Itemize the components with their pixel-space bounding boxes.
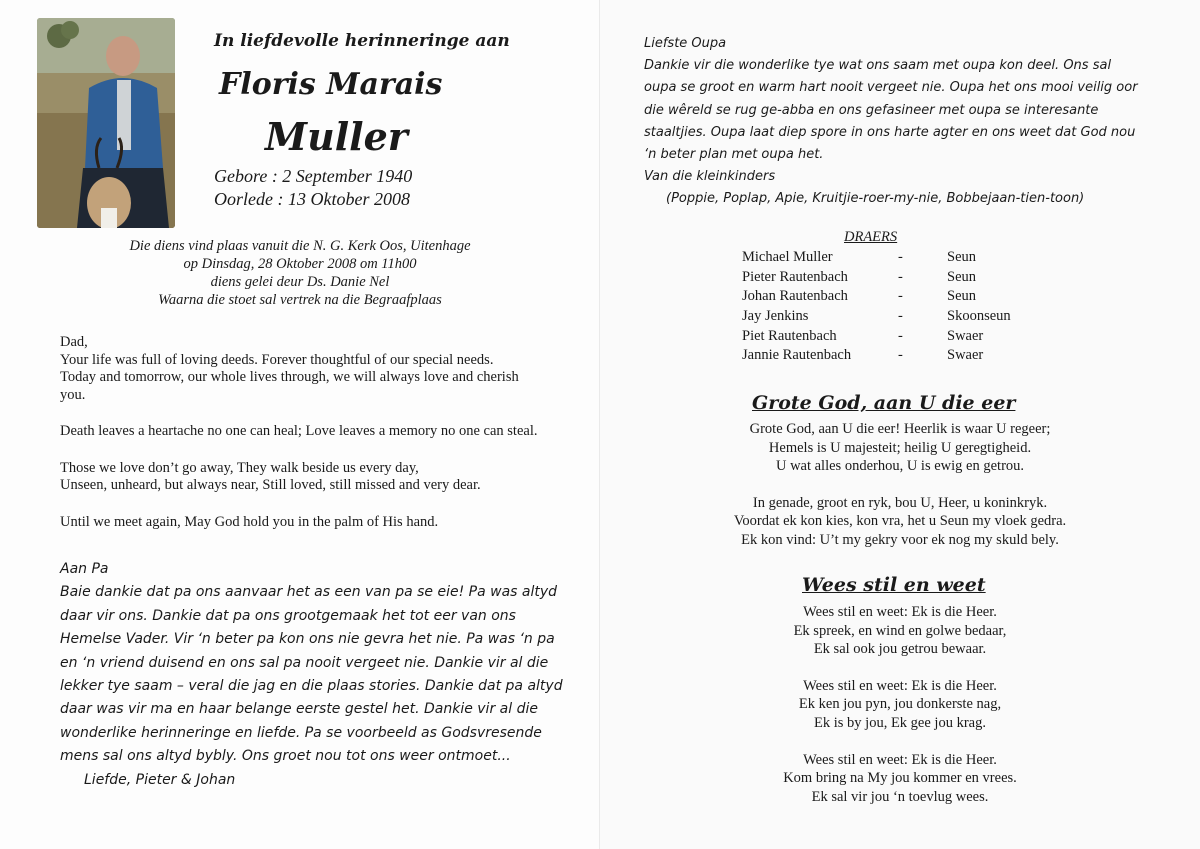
pallbearer-row: [742, 287, 1011, 307]
separator-dash: -: [898, 327, 903, 344]
pallbearer-row: [742, 268, 1011, 288]
aan-pa-message: [60, 558, 590, 792]
poem-line: Dad,: [60, 334, 88, 350]
hymn-title: Grote God, aan U die eer: [752, 392, 1016, 414]
dedication-heading: In liefdevolle herinneringe aan: [214, 31, 510, 51]
service-line: diens gelei deur Ds. Danie Nel: [210, 274, 390, 290]
hymn-grote-god: [600, 420, 1200, 568]
hymn-line: Ek ken jou pyn, jou donkerste nag,: [798, 696, 1002, 713]
hymn-line: Wees stil en weet: Ek is die Heer.: [803, 604, 997, 620]
hymn-line: Wees stil en weet: Ek is die Heer.: [803, 751, 997, 768]
hymn-title: Wees stil en weet: [802, 574, 986, 596]
message-line: daar vir ons. Dankie dat pa ons grootgemaak het tot eer van ons: [60, 607, 516, 624]
poem-line: Until we meet again, May God hold you in the palm of His hand.: [60, 513, 439, 530]
pallbearers-heading: DRAERS: [844, 229, 898, 245]
hymn-line: Ek kon vind: U’t my gekry voor ek nog my skuld bely.: [741, 531, 1059, 548]
hymn-line: Wees stil en weet: Ek is die Heer.: [803, 677, 997, 694]
pallbearer-name: Michael Muller: [742, 249, 833, 266]
hymn-line: Grote God, aan U die eer! Heerlik is waar U regeer;: [749, 421, 1051, 437]
dad-poem: [60, 334, 580, 550]
hymn-line: Kom bring na My jou kommer en vrees.: [783, 770, 1017, 787]
pallbearer-relation: Seun: [947, 288, 976, 305]
separator-dash: -: [898, 249, 903, 266]
poem-line: you.: [60, 386, 86, 403]
pallbearer-row: [742, 248, 1011, 268]
message-line: lekker tye saam – veral die jag en die plaas stories. Dankie dat pa altyd: [60, 678, 563, 695]
hymn-wees-stil: [600, 603, 1200, 824]
portrait-illustration: [37, 18, 175, 228]
message-line: Aan Pa: [60, 561, 109, 577]
message-signature: (Poppie, Poplap, Apie, Kruitjie-roer-my-nie, Bobbejaan-tien-toon): [666, 191, 1085, 207]
hymn-line: Ek is by jou, Ek gee jou krag.: [814, 714, 986, 731]
message-line: wonderlike herinneringe en liefde. Pa se voorbeeld as Godsvresende: [60, 724, 542, 741]
hymn-line: U wat alles onderhou, U is ewig en getrou.: [775, 458, 1025, 475]
separator-dash: -: [898, 288, 903, 305]
portrait-photo: [37, 18, 175, 228]
pallbearer-relation: Seun: [947, 268, 976, 285]
service-details: [0, 237, 600, 309]
hymn-stanza: [600, 420, 1200, 476]
pallbearer-name: Pieter Rautenbach: [742, 268, 848, 285]
message-line: daar was vir ma en haar belange eerste gestel het. Dankie vir al die: [60, 701, 538, 718]
oupa-message: [644, 33, 1184, 211]
pallbearer-name: Johan Rautenbach: [742, 288, 848, 305]
poem-paragraph: [60, 514, 580, 532]
hymn-stanza: [600, 494, 1200, 550]
poem-line: Your life was full of loving deeds. Forever thoughtful of our special needs.: [60, 351, 494, 368]
hymn-stanza: [600, 751, 1200, 807]
message-line: en ‘n vriend duisend en ons sal pa nooit vergeet nie. Dankie vir al die: [60, 654, 549, 671]
separator-dash: -: [898, 308, 903, 325]
hymn-stanza: [600, 603, 1200, 659]
pallbearer-name: Piet Rautenbach: [742, 327, 837, 344]
message-line: mens sal ons altyd bybly. Ons groet nou tot ons weer ontmoet...: [60, 748, 511, 765]
pallbearer-relation: Seun: [947, 249, 976, 266]
pallbearer-row: [742, 307, 1011, 327]
pallbearer-row: [742, 326, 1011, 346]
poem-line: Today and tomorrow, our whole lives through, we will always love and cherish: [60, 369, 519, 385]
message-line: Baie dankie dat pa ons aanvaar het as een van pa se eie! Pa was altyd: [60, 584, 558, 601]
poem-line: Death leaves a heartache no one can heal; Love leaves a memory no one can steal.: [60, 423, 538, 439]
pallbearer-row: [742, 346, 1011, 366]
poem-line: Those we love don’t go away, They walk beside us every day,: [60, 459, 419, 476]
pallbearer-name: Jannie Rautenbach: [742, 347, 852, 364]
service-line: Waarna die stoet sal vertrek na die Begraafplaas: [158, 292, 442, 308]
message-line: Hemelse Vader. Vir ‘n beter pa kon ons nie gevra het nie. Pa was ‘n pa: [60, 631, 555, 648]
hymn-line: In genade, groot en ryk, bou U, Heer, u koninkryk.: [752, 494, 1048, 511]
service-line: Die diens vind plaas vanuit die N. G. Kerk Oos, Uitenhage: [129, 238, 471, 254]
separator-dash: -: [898, 347, 903, 364]
poem-paragraph: [60, 334, 580, 404]
separator-dash: -: [898, 268, 903, 285]
message-line: Liefste Oupa: [644, 36, 727, 51]
message-line: staaltjies. Oupa laat diep spore in ons harte agter en ons weet dat God nou: [644, 124, 1136, 140]
hymn-line: Ek sal ook jou getrou bewaar.: [813, 641, 987, 658]
pallbearer-name: Jay Jenkins: [742, 308, 809, 325]
poem-line: Unseen, unheard, but always near, Still loved, still missed and very dear.: [60, 477, 481, 493]
service-line: op Dinsdag, 28 Oktober 2008 om 11h00: [183, 256, 417, 272]
message-line: oupa se groot en warm hart nooit vergeet nie. Oupa het ons mooi veilig oor: [644, 80, 1138, 96]
life-dates: [214, 165, 412, 211]
poem-paragraph: [60, 460, 580, 495]
poem-paragraph: [60, 423, 580, 441]
first-names: Floris Marais: [219, 67, 443, 102]
hymn-line: Hemels is U majesteit; heilig U geregtigheid.: [768, 439, 1032, 456]
message-line: die wêreld se rug ge-abba en ons gefasineer met oupa se interesante: [644, 102, 1099, 118]
hymn-line: Ek spreek, en wind en golwe bedaar,: [793, 622, 1007, 639]
message-signature: Liefde, Pieter & Johan: [84, 771, 236, 788]
birth-date: Gebore : 2 September 1940: [214, 166, 413, 186]
surname: Muller: [265, 114, 408, 159]
hymn-line: Ek sal vir jou ‘n toevlug wees.: [811, 788, 989, 805]
pallbearer-relation: Skoonseun: [947, 308, 1011, 325]
pallbearers-table: [742, 248, 1011, 366]
message-line: ‘n beter plan met oupa het.: [644, 147, 824, 163]
death-date: Oorlede : 13 Oktober 2008: [214, 189, 410, 209]
pallbearer-relation: Swaer: [947, 327, 984, 344]
hymn-line: Voordat ek kon kies, kon vra, het u Seun my vloek gedra.: [733, 513, 1067, 530]
hymn-stanza: [600, 677, 1200, 733]
message-line: Van die kleinkinders: [644, 169, 776, 185]
pallbearer-relation: Swaer: [947, 347, 984, 364]
message-line: Dankie vir die wonderlike tye wat ons saam met oupa kon deel. Ons sal: [644, 58, 1112, 74]
